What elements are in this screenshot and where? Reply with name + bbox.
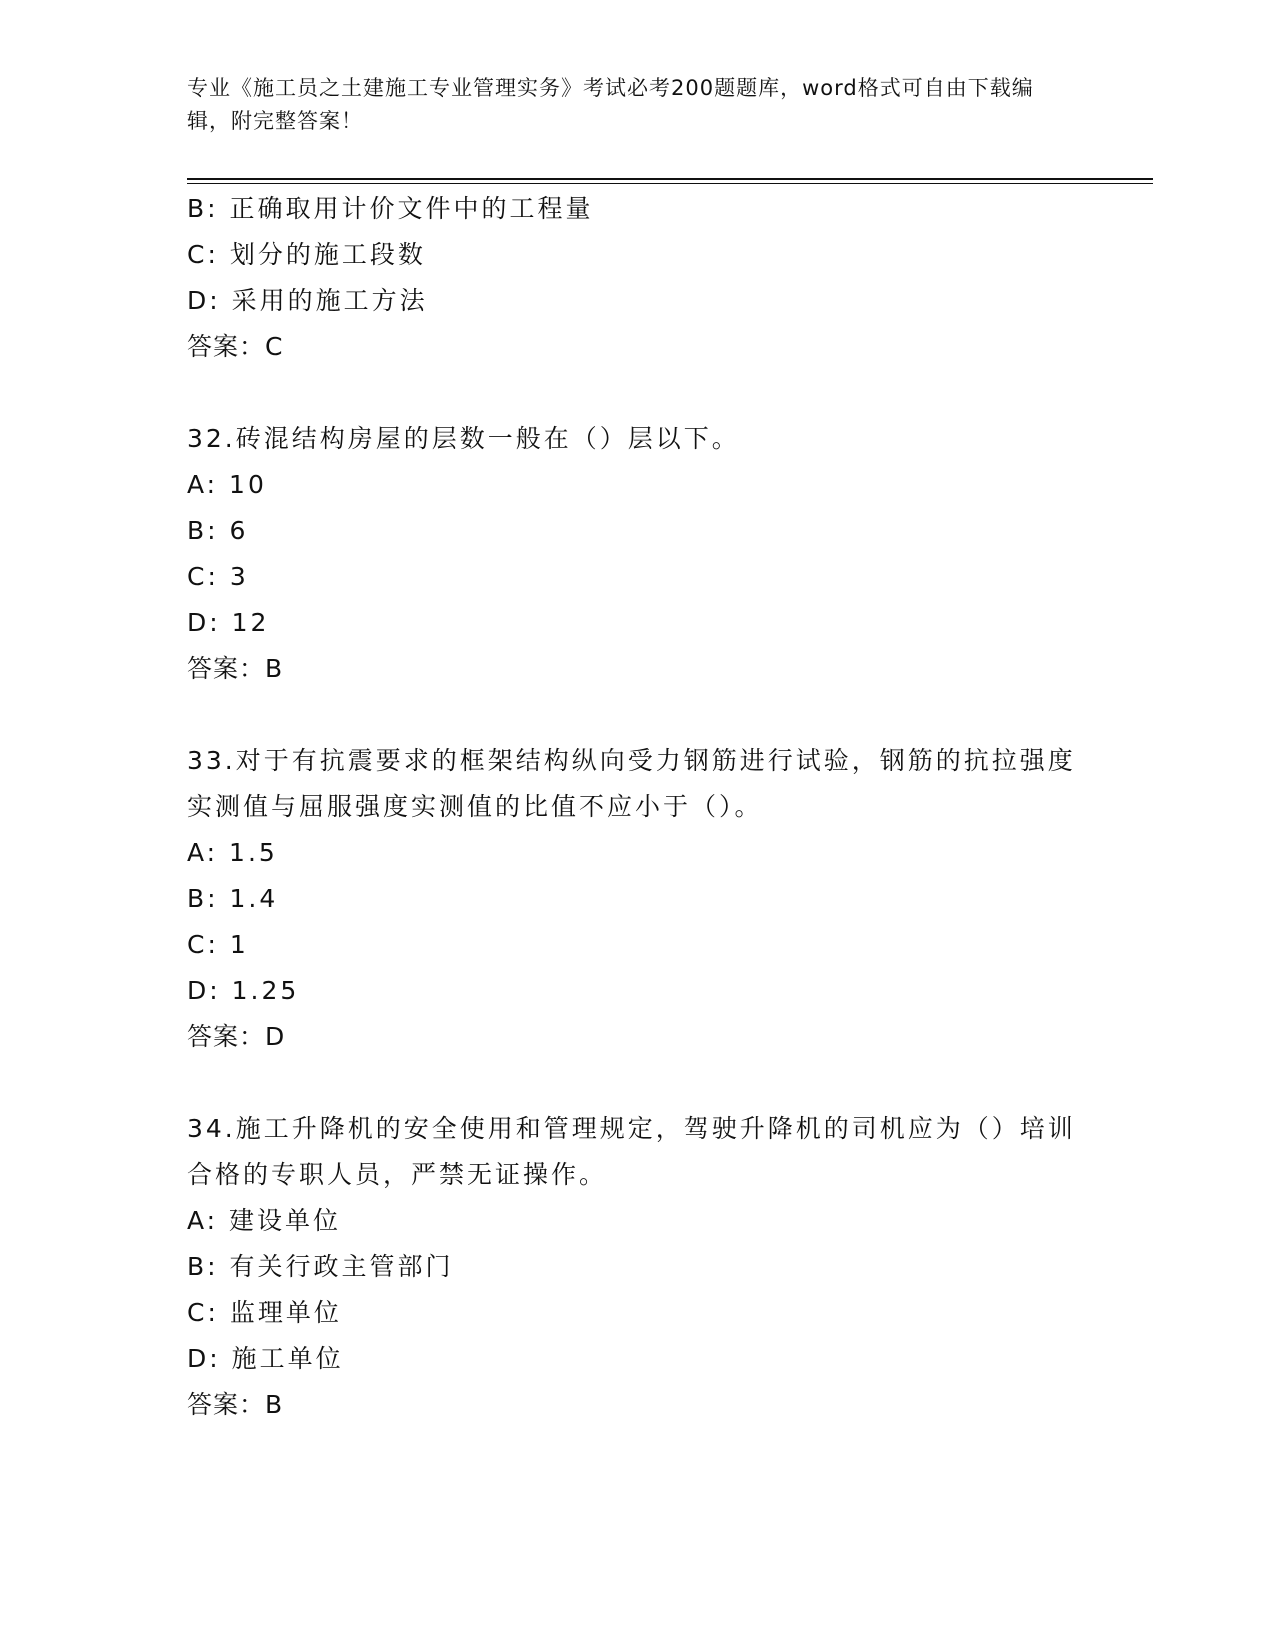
option-b: B: 有关行政主管部门 xyxy=(187,1252,454,1281)
document-header: 专业《施工员之土建施工专业管理实务》考试必考200题题库，word格式可自由下载编辑，附完整答案！ xyxy=(187,76,1034,133)
option-b: B: 6 xyxy=(187,516,249,545)
question-stem: 34.施工升降机的安全使用和管理规定，驾驶升降机的司机应为（）培训合格的专职人员，严禁无证操作。 xyxy=(187,1114,1076,1189)
question-stem: 32.砖混结构房屋的层数一般在（）层以下。 xyxy=(187,424,740,453)
option-d: D: 12 xyxy=(187,608,270,637)
option-b: B: 正确取用计价文件中的工程量 xyxy=(187,194,594,223)
option-c: C: 划分的施工段数 xyxy=(187,240,426,269)
question-32 xyxy=(187,416,1087,692)
question-33 xyxy=(187,738,1087,1060)
option-c: C: 3 xyxy=(187,562,249,591)
header-divider xyxy=(187,178,1153,184)
question-34 xyxy=(187,1106,1087,1428)
answer-line: 答案：D xyxy=(187,1022,286,1051)
question-stem: 33.对于有抗震要求的框架结构纵向受力钢筋进行试验，钢筋的抗拉强度实测值与屈服强度实测值的比值不应小于（）。 xyxy=(187,746,1076,821)
option-a: A: 建设单位 xyxy=(187,1206,342,1235)
option-c: C: 监理单位 xyxy=(187,1298,342,1327)
option-c: C: 1 xyxy=(187,930,249,959)
answer-line: 答案：B xyxy=(187,1390,284,1419)
option-d: D: 采用的施工方法 xyxy=(187,286,428,315)
option-d: D: 施工单位 xyxy=(187,1344,344,1373)
answer-line: 答案：B xyxy=(187,654,284,683)
previous-question-block xyxy=(187,186,1087,370)
option-d: D: 1.25 xyxy=(187,976,300,1005)
option-a: A: 1.5 xyxy=(187,838,278,867)
question-content xyxy=(187,186,1087,1428)
answer-line: 答案：C xyxy=(187,332,284,361)
option-a: A: 10 xyxy=(187,470,267,499)
option-b: B: 1.4 xyxy=(187,884,279,913)
